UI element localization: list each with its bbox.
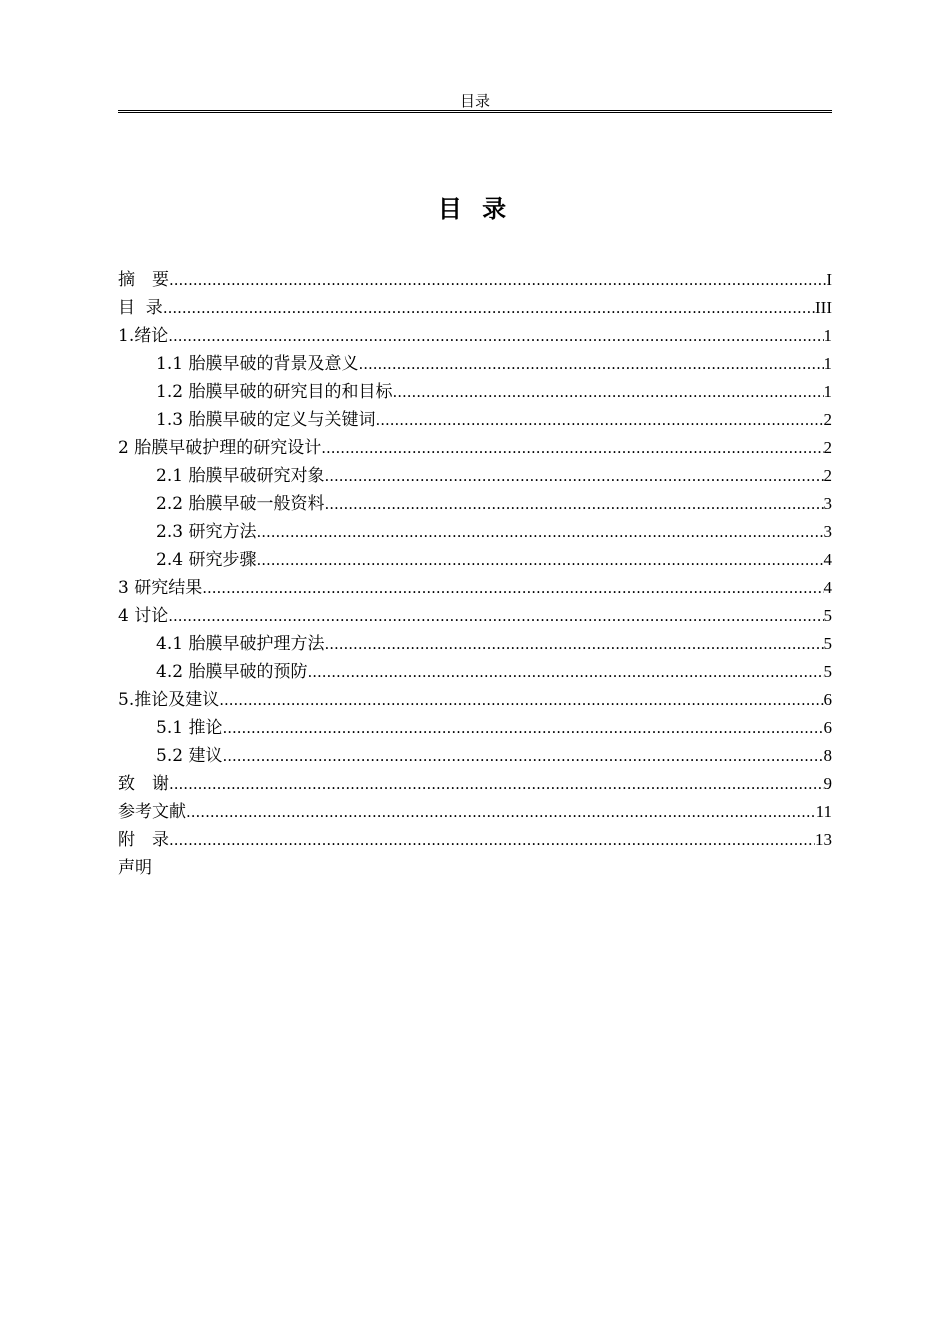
toc-entry-label: 附 录	[118, 830, 169, 850]
toc-entry-label: 2.4 研究步骤	[156, 550, 257, 570]
table-of-contents	[118, 266, 832, 882]
toc-entry[interactable]	[118, 714, 832, 742]
toc-dot-leader	[321, 434, 823, 462]
toc-dot-leader	[168, 322, 823, 350]
running-header: 目录	[459, 92, 490, 110]
toc-page-number: 1	[823, 326, 832, 345]
toc-entry[interactable]	[118, 602, 832, 630]
toc-page-number: 5	[823, 606, 832, 625]
toc-dot-leader	[169, 266, 826, 294]
toc-entry[interactable]	[118, 854, 832, 882]
toc-page-number: 1	[823, 354, 832, 373]
toc-entry-label: 4 讨论	[118, 606, 169, 626]
toc-page-number: 2	[823, 466, 832, 485]
toc-entry-label: 4.1 胎膜早破护理方法	[156, 634, 325, 654]
toc-page-number: 5	[823, 634, 832, 653]
toc-entry-label: 声明	[118, 858, 152, 878]
toc-entry[interactable]	[118, 770, 832, 798]
toc-entry[interactable]	[118, 826, 832, 854]
toc-entry-label: 目 录	[118, 298, 163, 318]
toc-dot-leader	[219, 686, 823, 714]
toc-entry-label: 3 研究结果	[118, 578, 203, 598]
toc-page-number: 3	[823, 522, 832, 541]
toc-entry[interactable]	[118, 518, 832, 546]
toc-page-number: 4	[823, 550, 832, 569]
toc-dot-leader	[307, 658, 823, 686]
toc-dot-leader	[169, 826, 815, 854]
toc-entry-label: 2 胎膜早破护理的研究设计	[118, 438, 322, 458]
toc-dot-leader	[222, 742, 823, 770]
toc-dot-leader	[324, 630, 823, 658]
toc-entry[interactable]	[118, 658, 832, 686]
toc-dot-leader	[222, 714, 823, 742]
toc-dot-leader	[256, 546, 823, 574]
toc-page-number: 8	[823, 746, 832, 765]
toc-page-number: 6	[823, 690, 832, 709]
toc-entry[interactable]	[118, 798, 832, 826]
toc-page-number: I	[826, 270, 832, 289]
toc-dot-leader	[186, 798, 816, 826]
toc-entry-label: 4.2 胎膜早破的预防	[156, 662, 308, 682]
toc-entry-label: 5.1 推论	[156, 718, 223, 738]
toc-dot-leader	[163, 294, 815, 322]
toc-entry[interactable]	[118, 322, 832, 350]
toc-entry-label: 2.1 胎膜早破研究对象	[156, 466, 325, 486]
toc-page-number: 2	[823, 410, 832, 429]
toc-entry-label: 5.2 建议	[156, 746, 223, 766]
toc-dot-leader	[256, 518, 823, 546]
toc-entry[interactable]	[118, 434, 832, 462]
toc-page-number: 5	[823, 662, 832, 681]
toc-entry-label: 摘 要	[118, 270, 169, 290]
toc-dot-leader	[392, 378, 823, 406]
page-title: 目 录	[437, 194, 513, 223]
header-divider	[118, 110, 832, 113]
toc-entry-label: 参考文献	[118, 802, 186, 822]
toc-entry[interactable]	[118, 294, 832, 322]
toc-page-number: 4	[823, 578, 832, 597]
toc-entry-label: 1.3 胎膜早破的定义与关键词	[156, 410, 376, 430]
toc-entry[interactable]	[118, 742, 832, 770]
toc-page-number: 3	[823, 494, 832, 513]
toc-page-number: 2	[823, 438, 832, 457]
toc-page-number: 11	[815, 802, 832, 821]
toc-page-number: III	[815, 298, 832, 317]
toc-dot-leader	[324, 490, 823, 518]
toc-entry[interactable]	[118, 462, 832, 490]
toc-dot-leader	[169, 770, 824, 798]
toc-dot-leader	[324, 462, 823, 490]
toc-dot-leader	[358, 350, 823, 378]
toc-entry-label: 1.2 胎膜早破的研究目的和目标	[156, 382, 393, 402]
toc-entry-label: 1.绪论	[118, 326, 169, 346]
toc-page-number: 1	[823, 382, 832, 401]
toc-entry-label: 2.3 研究方法	[156, 522, 257, 542]
toc-page-number: 6	[823, 718, 832, 737]
toc-entry[interactable]	[118, 630, 832, 658]
toc-entry[interactable]	[118, 686, 832, 714]
toc-entry-label: 致 谢	[118, 774, 169, 794]
toc-entry[interactable]	[118, 546, 832, 574]
toc-entry-label: 1.1 胎膜早破的背景及意义	[156, 354, 359, 374]
toc-entry[interactable]	[118, 350, 832, 378]
toc-entry[interactable]	[118, 406, 832, 434]
toc-dot-leader	[202, 574, 823, 602]
toc-entry[interactable]	[118, 266, 832, 294]
toc-entry-label: 2.2 胎膜早破一般资料	[156, 494, 325, 514]
toc-page-number: 9	[823, 774, 832, 793]
toc-page-number: 13	[815, 830, 832, 849]
toc-entry[interactable]	[118, 574, 832, 602]
toc-entry[interactable]	[118, 378, 832, 406]
toc-dot-leader	[375, 406, 823, 434]
toc-entry[interactable]	[118, 490, 832, 518]
toc-dot-leader	[168, 602, 823, 630]
toc-entry-label: 5.推论及建议	[118, 690, 220, 710]
